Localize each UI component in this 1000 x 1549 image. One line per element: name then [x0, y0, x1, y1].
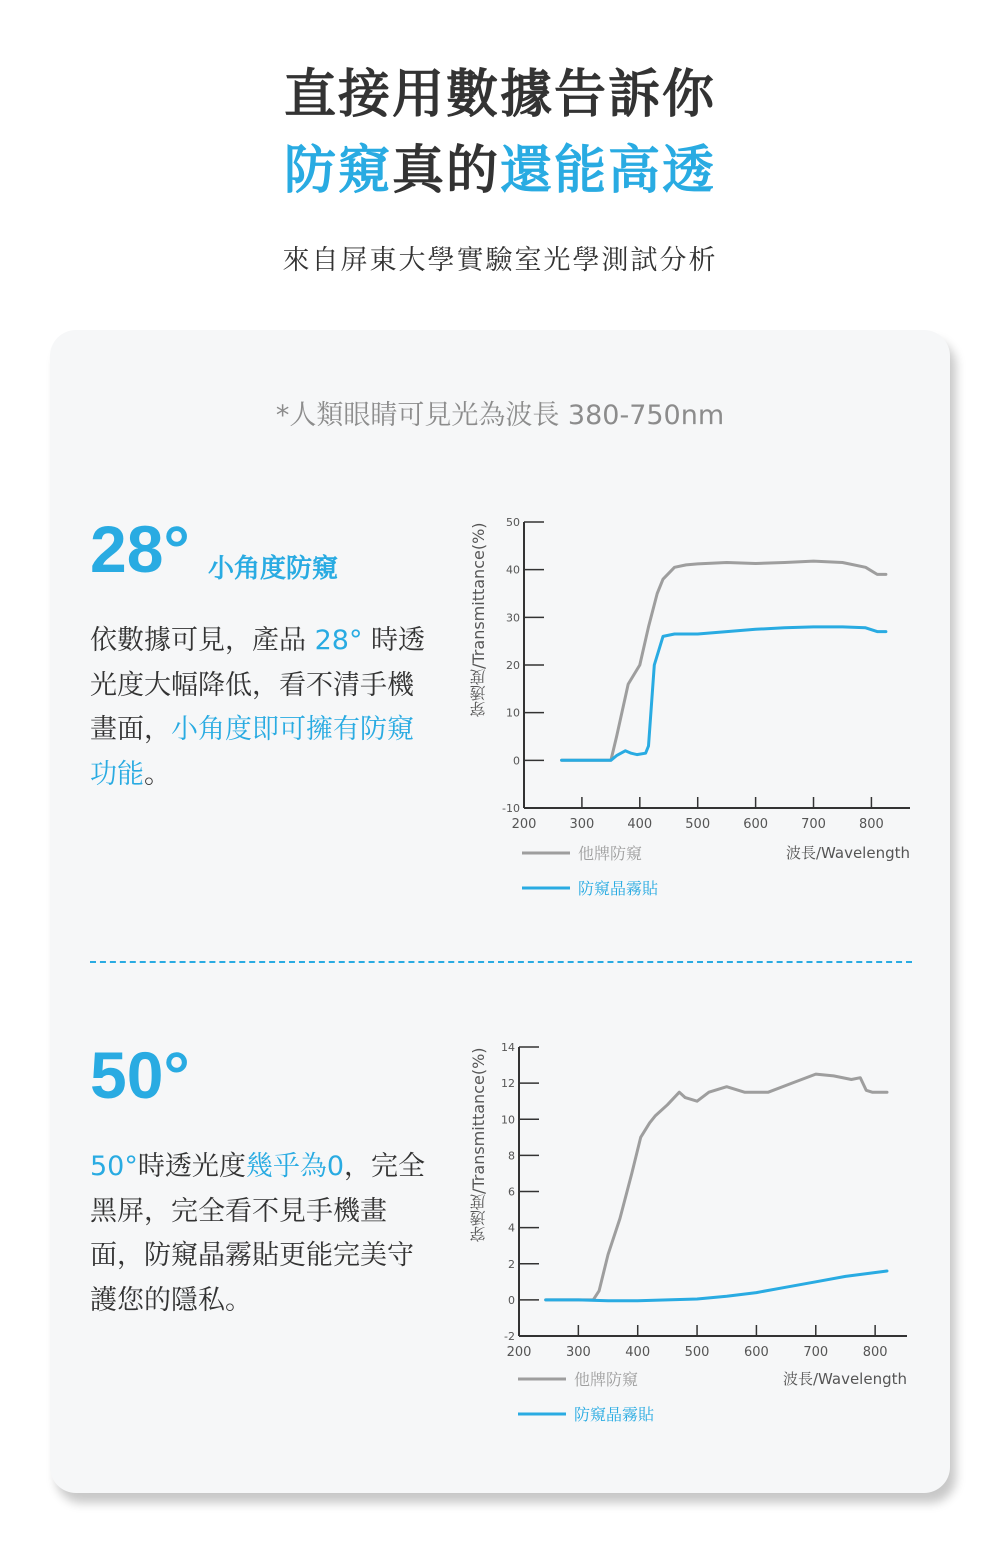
transmittance-chart-50: [460, 1035, 920, 1430]
y-tick-label: -10: [502, 802, 520, 815]
y-tick-label: 2: [508, 1257, 515, 1271]
transmittance-chart-28: [460, 505, 920, 900]
x-tick-label: 800: [862, 1345, 888, 1360]
headline-part: 真的: [391, 141, 500, 201]
section-1-paragraph: [90, 619, 430, 797]
para-part: 依數據可見，產品: [90, 625, 315, 656]
x-tick-label: 600: [743, 817, 769, 832]
x-tick-label: 400: [627, 817, 653, 832]
angle-50-label: 50°: [90, 1038, 190, 1112]
x-tick-label: 700: [803, 1345, 829, 1360]
angle-28-label: 28°: [90, 512, 190, 586]
section-divider: [90, 961, 912, 963]
series-line-1: [546, 1074, 887, 1300]
y-tick-label: 6: [508, 1185, 515, 1199]
y-tick-label: 10: [506, 706, 520, 720]
section-2-paragraph: [90, 1145, 430, 1323]
y-tick-label: 4: [508, 1221, 515, 1235]
x-tick-label: 600: [744, 1345, 769, 1360]
para-part: 幾乎為0: [245, 1151, 345, 1182]
y-tick-label: 0: [513, 754, 520, 768]
y-tick-label: 50: [506, 516, 520, 529]
headline-line-2: [0, 128, 1000, 203]
chart-1-y-axis-title: 穿透度/Transmittance(%): [469, 522, 488, 718]
y-tick-label: 14: [501, 1041, 515, 1054]
x-tick-label: 200: [506, 1345, 532, 1360]
headline-part: 防窺: [283, 141, 392, 201]
series-line-1: [562, 561, 886, 760]
legend-label: 防窺晶霧貼: [574, 1405, 655, 1424]
small-angle-tag: 小角度防窺: [208, 554, 339, 584]
legend-label: 防窺晶霧貼: [578, 879, 659, 898]
x-axis-title: 波長/Wavelength: [782, 1370, 907, 1388]
legend-label: 他牌防窺: [578, 844, 643, 863]
subtitle: 來自屏東大學實驗室光學測試分析: [282, 245, 718, 276]
x-tick-label: 200: [511, 817, 537, 832]
legend-label: 他牌防窺: [574, 1370, 639, 1389]
y-tick-label: 20: [506, 659, 520, 672]
x-tick-label: 400: [625, 1345, 651, 1360]
headline-part: 還能高透: [500, 141, 717, 201]
y-tick-label: 12: [501, 1077, 515, 1091]
headline-line-1: 直接用數據告訴你: [283, 65, 716, 125]
series-line-2: [562, 627, 886, 760]
para-part: 50°: [90, 1151, 138, 1182]
visible-light-note: *人類眼睛可見光為波長 380-750nm: [275, 400, 725, 431]
x-tick-label: 300: [569, 817, 595, 832]
x-tick-label: 700: [801, 817, 826, 832]
para-part: 小角度即可擁有防窺功能: [90, 714, 414, 790]
para-part: 時透光度大幅降低，看不清手機畫面，: [90, 625, 426, 745]
y-tick-label: 30: [506, 611, 520, 625]
para-part: 。: [144, 758, 171, 790]
para-part: 28°: [314, 625, 363, 656]
chart-2-y-axis-title: 穿透度/Transmittance(%): [469, 1047, 488, 1243]
y-tick-label: -2: [504, 1330, 515, 1343]
x-tick-label: 800: [859, 817, 884, 832]
x-tick-label: 500: [685, 817, 711, 832]
x-tick-label: 300: [565, 1345, 591, 1360]
y-tick-label: 0: [508, 1293, 515, 1307]
y-tick-label: 8: [508, 1149, 515, 1163]
para-part: ，完全黑屏，完全看不見手機畫面，防窺晶霧貼更能完美守護您的隱私。: [90, 1151, 426, 1316]
y-tick-label: 40: [506, 563, 520, 577]
para-part: 時透光度: [137, 1151, 246, 1182]
x-tick-label: 500: [684, 1345, 710, 1360]
x-axis-title: 波長/Wavelength: [785, 844, 910, 862]
y-tick-label: 10: [501, 1113, 515, 1127]
